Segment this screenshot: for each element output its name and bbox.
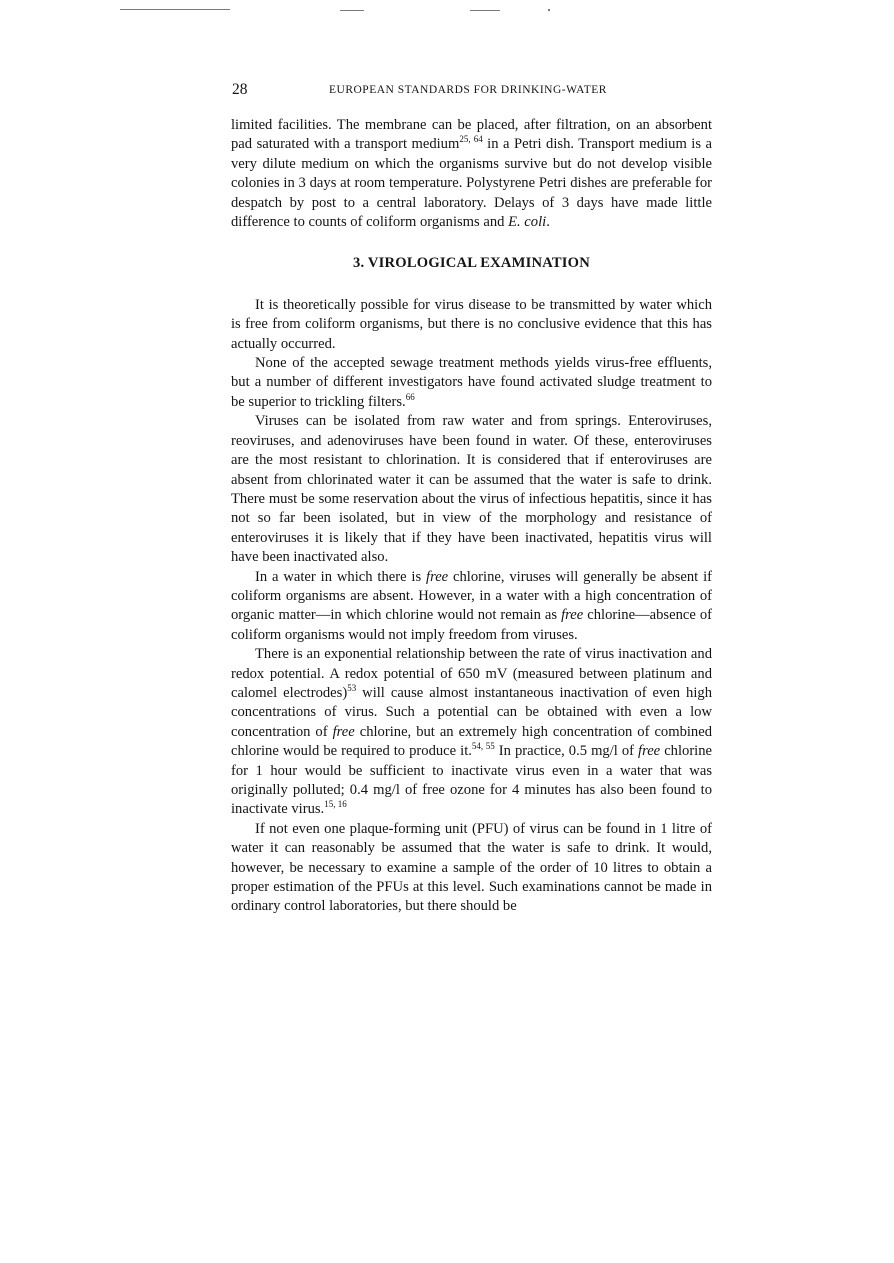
section-heading: 3. VIROLOGICAL EXAMINATION	[353, 255, 590, 272]
running-title: EUROPEAN STANDARDS FOR DRINKING-WATER	[329, 84, 607, 96]
scan-artifact	[120, 9, 230, 10]
emphasis: free	[426, 568, 449, 585]
paragraph: It is theoretically possible for virus disease to be transmitted by water which is free from coliform organisms, but there is no conclusive evidence that this has actually occurred.	[231, 296, 712, 352]
scan-artifact	[340, 10, 364, 11]
paragraph: limited facilities. The membrane can be placed, after filtration, on an absorbent pad saturated with a transport medium$^{25, 64}$ in a Petri dish. Transport medium is a very dilute medium on which the organisms survive but do not develop visible colonies in 3 days at room temperature. Polystyrene Petri dishes are preferable for despatch by post to a central laboratory. Delays of 3 days have made little difference to counts of coliform organisms and E. coli.	[231, 117, 712, 231]
body-text	[231, 116, 712, 917]
reference-marker: 15, 16	[324, 799, 347, 810]
paragraph: In a water in which there is free chlorine, viruses will generally be absent if coliform organisms are absent. However, in a water with a high concentration of organic matter—in which chlorine would not remain as free chlorine—absence of coliform organisms would not imply freedom from viruses.	[231, 568, 712, 643]
paragraph: There is an exponential relationship between the rate of virus inactivation and redox potential. A redox potential of 650 mV (measured between platinum and calomel electrodes)$^{53}$ will cause almost instantaneous inactivation of even high concentrations of virus. Such a potential can be obtained with even a low concentration of free chlorine, but an extremely high concentration of combined chlorine would be required to produce it.$^{54, 55}$ In practice, 0.5 mg/l of free chlorine for 1 hour would be sufficient to inactivate virus even in a water that was originally polluted; 0.4 mg/l of free ozone for 4 minutes has also been found to inactivate virus.$^{15, 16}$	[231, 646, 713, 818]
emphasis: free	[332, 723, 355, 740]
species-name: E. coli	[508, 214, 547, 231]
scan-artifact	[470, 10, 500, 11]
emphasis: free	[638, 743, 661, 760]
running-header	[232, 81, 712, 101]
emphasis: free	[561, 607, 584, 624]
reference-marker: 54, 55	[471, 741, 495, 752]
scan-artifact	[548, 9, 550, 11]
reference-marker: 25, 64	[459, 134, 483, 145]
paragraph: None of the accepted sewage treatment methods yields virus-free effluents, but a number of different investigators have found activated sludge treatment to be superior to trickling filters.$^{66}$	[231, 355, 712, 410]
reference-marker: 53	[347, 683, 357, 694]
paragraph: If not even one plaque-forming unit (PFU) of virus can be found in 1 litre of water it can reasonably be assumed that the water is safe to drink. It would, however, be necessary to examine a sample of the order of 10 litres to obtain a proper estimation of the PFUs at this level. Such examinations cannot be made in ordinary control laboratories, but there should be	[231, 820, 712, 915]
reference-marker: 66	[405, 392, 415, 403]
page-number: 28	[232, 81, 248, 98]
paragraph: Viruses can be isolated from raw water and from springs. Enteroviruses, reoviruses, and adenoviruses have been found in water. Of these, enteroviruses are the most resistant to chlorination. It is considered that if enteroviruses are absent from chlorinated water it can be assumed that the water is safe to drink. There must be some reservation about the virus of infectious hepatitis, since it has not so far been isolated, but in view of the morphology and resistance of enteroviruses it is likely that if they have been inactivated, hepatitis virus will have been inactivated also.	[231, 413, 712, 566]
